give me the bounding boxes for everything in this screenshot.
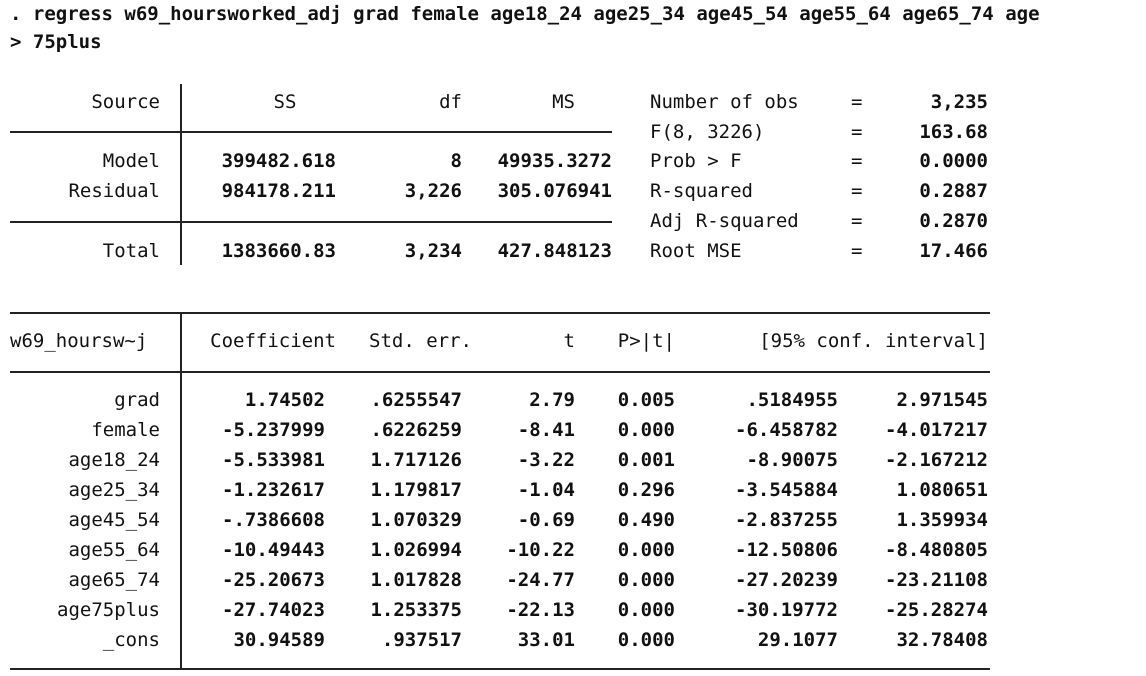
coef-cell-hi: -23.21108 xyxy=(885,569,988,591)
coef-cell-var: age55_64 xyxy=(68,539,160,561)
coef-cell-coef: -5.533981 xyxy=(222,449,325,471)
anova-row-residual-df: 3,226 xyxy=(404,180,462,202)
coef-cell-coef: -25.20673 xyxy=(222,569,325,591)
coef-cell-hi: -25.28274 xyxy=(885,599,988,621)
coef-top-rule xyxy=(10,312,990,314)
coef-cell-se: .6255547 xyxy=(370,389,462,411)
anova-header-rule xyxy=(10,131,612,133)
anova-header-source: Source xyxy=(91,91,160,113)
anova-row-total-df: 3,234 xyxy=(404,240,462,262)
coef-header-p: P>|t| xyxy=(617,330,675,352)
stat-eq: = xyxy=(851,180,863,202)
command-line-1: . regress w69_hoursworked_adj grad female age18_24 age25_34 age45_54 age55_64 age65_74 age xyxy=(10,3,1040,25)
coef-cell-var: _cons xyxy=(102,629,160,651)
coef-cell-lo: -8.90075 xyxy=(746,449,838,471)
anova-row-residual-ss: 984178.211 xyxy=(221,180,336,202)
coef-cell-t: -8.41 xyxy=(517,419,575,441)
coef-cell-var: age25_34 xyxy=(68,479,160,501)
coef-cell-lo: -6.458782 xyxy=(735,419,838,441)
coef-cell-hi: 32.78408 xyxy=(896,629,988,651)
anova-row-total-ms: 427.848123 xyxy=(497,240,612,262)
coef-cell-se: 1.717126 xyxy=(370,449,462,471)
anova-row-total-ss: 1383660.83 xyxy=(221,240,336,262)
coef-cell-lo: 29.1077 xyxy=(757,629,838,651)
stat-value-probf: 0.0000 xyxy=(919,150,988,172)
stat-label-probf: Prob > F xyxy=(650,150,742,172)
coef-cell-se: 1.017828 xyxy=(370,569,462,591)
coef-cell-coef: -27.74023 xyxy=(222,599,325,621)
stat-eq: = xyxy=(851,121,863,143)
anova-row-model-ss: 399482.618 xyxy=(221,150,336,172)
coef-cell-lo: -27.20239 xyxy=(735,569,838,591)
coef-cell-p: 0.000 xyxy=(617,419,675,441)
coef-header-var: w69_hoursw~j xyxy=(10,330,148,352)
coef-cell-hi: -8.480805 xyxy=(885,539,988,561)
coef-cell-se: 1.026994 xyxy=(370,539,462,561)
coef-cell-p: 0.000 xyxy=(617,599,675,621)
stat-label-r2: R-squared xyxy=(650,180,753,202)
coef-cell-coef: 1.74502 xyxy=(244,389,325,411)
coef-cell-t: 33.01 xyxy=(517,629,575,651)
coef-cell-var: age65_74 xyxy=(68,569,160,591)
stat-label-rmse: Root MSE xyxy=(650,240,742,262)
coef-cell-p: 0.000 xyxy=(617,539,675,561)
anova-row-total-source: Total xyxy=(102,240,160,262)
coef-cell-lo: -12.50806 xyxy=(735,539,838,561)
coef-cell-var: age45_54 xyxy=(68,509,160,531)
coef-cell-var: female xyxy=(91,419,160,441)
coef-header-coef: Coefficient xyxy=(210,330,336,352)
anova-vertical-rule xyxy=(180,84,182,265)
stat-value-adjr2: 0.2870 xyxy=(919,210,988,232)
coef-cell-hi: -2.167212 xyxy=(885,449,988,471)
stat-label-adjr2: Adj R-squared xyxy=(650,210,799,232)
anova-row-model-ms: 49935.3272 xyxy=(497,150,612,172)
coef-cell-p: 0.005 xyxy=(617,389,675,411)
coef-cell-var: grad xyxy=(114,389,160,411)
coef-header-se: Std. err. xyxy=(369,330,472,352)
coef-cell-coef: -5.237999 xyxy=(222,419,325,441)
anova-header-df: df xyxy=(439,91,462,113)
coef-cell-coef: -1.232617 xyxy=(222,479,325,501)
anova-row-residual-source: Residual xyxy=(68,180,160,202)
coef-cell-p: 0.001 xyxy=(617,449,675,471)
coef-cell-coef: 30.94589 xyxy=(233,629,325,651)
coef-bottom-rule xyxy=(10,668,990,670)
coef-cell-t: 2.79 xyxy=(529,389,575,411)
stat-label-nobs: Number of obs xyxy=(650,91,799,113)
coef-cell-t: -24.77 xyxy=(506,569,575,591)
coef-cell-t: -22.13 xyxy=(506,599,575,621)
coef-cell-hi: 1.359934 xyxy=(896,509,988,531)
coef-cell-coef: -10.49443 xyxy=(222,539,325,561)
coef-header-t: t xyxy=(563,330,575,352)
coef-cell-var: age18_24 xyxy=(68,449,160,471)
stat-label-f: F(8, 3226) xyxy=(650,121,765,143)
stat-eq: = xyxy=(851,91,863,113)
coef-cell-coef: -.7386608 xyxy=(222,509,325,531)
anova-row-residual-ms: 305.076941 xyxy=(497,180,612,202)
coef-cell-se: .6226259 xyxy=(370,419,462,441)
stat-value-rmse: 17.466 xyxy=(919,240,988,262)
stat-eq: = xyxy=(851,240,863,262)
coef-cell-p: 0.490 xyxy=(617,509,675,531)
coef-cell-lo: -3.545884 xyxy=(735,479,838,501)
coef-cell-hi: 1.080651 xyxy=(896,479,988,501)
stat-value-r2: 0.2887 xyxy=(919,180,988,202)
command-line-2: > 75plus xyxy=(10,31,102,53)
coef-cell-p: 0.000 xyxy=(617,629,675,651)
coef-cell-p: 0.000 xyxy=(617,569,675,591)
stat-eq: = xyxy=(851,210,863,232)
coef-header-rule xyxy=(10,371,990,373)
coef-cell-t: -3.22 xyxy=(517,449,575,471)
coef-cell-lo: -2.837255 xyxy=(735,509,838,531)
coef-cell-se: .937517 xyxy=(381,629,462,651)
coef-cell-se: 1.179817 xyxy=(370,479,462,501)
coef-cell-lo: .5184955 xyxy=(746,389,838,411)
coef-cell-t: -1.04 xyxy=(517,479,575,501)
coef-cell-hi: -4.017217 xyxy=(885,419,988,441)
stat-value-f: 163.68 xyxy=(919,121,988,143)
coef-cell-se: 1.070329 xyxy=(370,509,462,531)
anova-row-model-source: Model xyxy=(102,150,160,172)
coef-cell-var: age75plus xyxy=(57,599,160,621)
stat-value-nobs: 3,235 xyxy=(930,91,988,113)
anova-header-ss: SS xyxy=(273,91,297,113)
coef-vertical-rule xyxy=(180,312,182,670)
coef-cell-p: 0.296 xyxy=(617,479,675,501)
anova-row-model-df: 8 xyxy=(450,150,462,172)
coef-cell-se: 1.253375 xyxy=(370,599,462,621)
coef-cell-lo: -30.19772 xyxy=(735,599,838,621)
stat-eq: = xyxy=(851,150,863,172)
anova-total-rule xyxy=(10,221,612,223)
coef-header-ci: [95% conf. interval] xyxy=(759,330,988,352)
coef-cell-t: -10.22 xyxy=(506,539,575,561)
anova-header-ms: MS xyxy=(552,91,575,113)
coef-cell-t: -0.69 xyxy=(517,509,575,531)
coef-cell-hi: 2.971545 xyxy=(896,389,988,411)
